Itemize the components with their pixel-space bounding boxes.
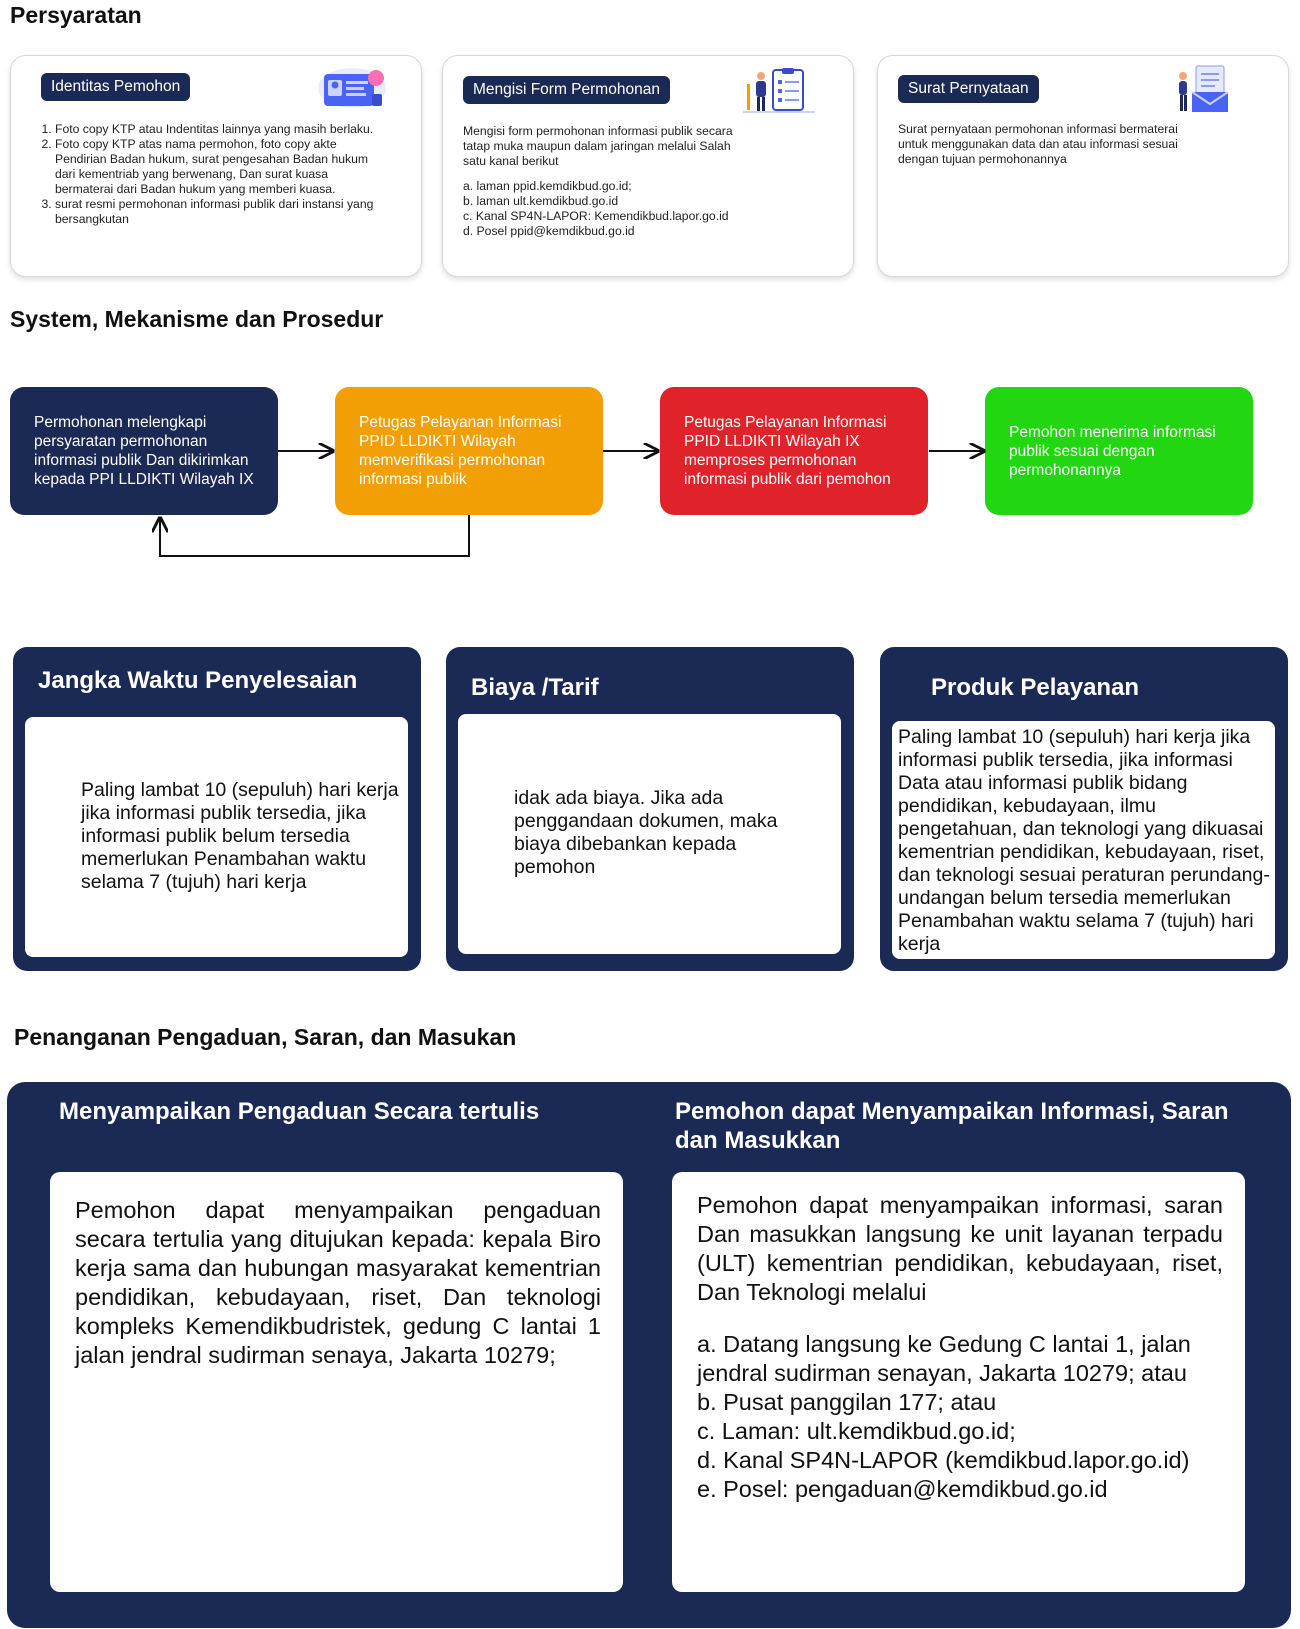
info-card-jangka-waktu — [13, 647, 421, 971]
list-item: 3. surat resmi permohonan informasi publik dari instansi yang bersangkutan — [55, 197, 385, 227]
info-card-title: Produk Pelayanan — [931, 674, 1140, 701]
pengaduan-left-text: Pemohon dapat menyampaikan pengaduan secara tertulia yang ditujukan kepada: kepala Biro kerja sama dan hubungan masyarakat kementrian pendidikan, kebudayaan, riset, Dan teknologi kompleks Kemendikbudristek, gedung C lantai 1 jalan jendral sudirman senaya, Jakarta 10279; — [75, 1197, 601, 1368]
info-card-title: Jangka Waktu Penyelesaian — [38, 667, 358, 694]
list-item: d. Posel ppid@kemdikbud.go.id — [463, 224, 635, 238]
pengaduan-left-title: Menyampaikan Pengaduan Secara tertulis — [59, 1098, 540, 1125]
section-title-persyaratan: Persyaratan — [10, 2, 142, 28]
info-card-title: Biaya /Tarif — [471, 674, 599, 701]
list-item: c. Kanal SP4N-LAPOR: Kemendikbud.lapor.go.id — [463, 209, 729, 223]
list-item: e. Posel: pengaduan@kemdikbud.go.id — [697, 1476, 1108, 1502]
pengaduan-panel — [7, 1082, 1291, 1628]
list-item: b. Pusat panggilan 177; atau — [697, 1389, 997, 1415]
requirement-card-identitas — [10, 55, 422, 277]
requirement-card-surat — [877, 55, 1289, 277]
flow-step-text: Pemohon menerima informasi publik sesuai dengan permohonannya — [1009, 423, 1216, 479]
requirement-badge: Mengisi Form Permohonan — [463, 76, 670, 104]
pengaduan-right-text — [697, 1191, 1223, 1504]
return-arrow-icon — [160, 515, 469, 556]
pengaduan-right-intro: Pemohon dapat menyampaikan informasi, saran Dan masukkan langsung ke unit layanan terpadu (ULT) kementrian pendidikan, kebudayaan, riset, Dan Teknologi melalui — [697, 1192, 1223, 1305]
info-card-text: Paling lambat 10 (sepuluh) hari kerja jika informasi publik tersedia, jika informasi Data atau informasi publik bidang pendidikan, kebudayaan, ilmu pengetahuan, dan teknologi yang dikuasai kementrian pendidikan, kebudayaan, riset, dan teknologi sesuai peraturan perundang-undangan belum tersedia memerlukan Penambahan waktu selama 7 (tujuh) hari kerja — [898, 726, 1270, 955]
flow-connectors — [0, 380, 1300, 580]
requirement-badge: Identitas Pemohon — [41, 73, 190, 101]
id-card-illustration — [316, 64, 388, 110]
form-intro-text: Mengisi form permohonan informasi publik secara tatap muka maupun dalam jaringan melalui Salah satu kanal berikut — [463, 124, 733, 168]
list-item: 1. Foto copy KTP atau Indentitas lainnya yang masih berlaku. — [55, 122, 385, 137]
info-card-text: idak ada biaya. Jika ada penggandaan dokumen, maka biaya dibebankan kepada pemohon — [514, 787, 778, 878]
requirement-badge: Surat Pernyataan — [898, 75, 1039, 103]
list-item: d. Kanal SP4N-LAPOR (kemdikbud.lapor.go.id) — [697, 1447, 1190, 1473]
list-item: a. Datang langsung ke Gedung C lantai 1, jalan jendral sudirman senayan, Jakarta 10279; atau — [697, 1331, 1191, 1386]
info-card-text: Paling lambat 10 (sepuluh) hari kerja jika informasi publik tersedia, jika informasi publik belum tersedia memerlukan Penambahan waktu selama 7 (tujuh) hari kerja — [81, 779, 399, 893]
list-item: a. laman ppid.kemdikbud.go.id; — [463, 179, 632, 193]
letter-document-illustration — [1174, 64, 1236, 114]
requirement-description — [463, 124, 753, 239]
pengaduan-right-title: Pemohon dapat Menyampaikan Informasi, Saran dan Masukkan — [675, 1098, 1229, 1154]
section-title-mekanisme: System, Mekanisme dan Prosedur — [10, 306, 384, 332]
requirement-list — [5, 122, 385, 227]
info-card-produk — [880, 647, 1288, 971]
list-item: b. laman ult.kemdikbud.go.id — [463, 194, 619, 208]
list-item: 2. Foto copy KTP atas nama permohon, foto copy akte Pendirian Badan hukum, surat pengesahan Badan hukum dari kementriab yang berwenang, Dan surat kuasa bermaterai dari Badan hukum yang memberi kuasa. — [55, 137, 385, 197]
section-title-pengaduan: Penanganan Pengaduan, Saran, dan Masukan — [14, 1024, 517, 1050]
flow-step-text: Petugas Pelayanan Informasi PPID LLDIKTI Wilayah memverifikasi permohonan informasi publik — [359, 414, 562, 488]
clipboard-form-illustration — [743, 68, 815, 114]
flow-step-text: Permohonan melengkapi persyaratan permohonan informasi publik Dan dikirimkan kepada PPI LLDIKTI Wilayah IX — [34, 414, 254, 488]
info-card-biaya — [446, 647, 854, 971]
requirement-card-form — [442, 55, 854, 277]
requirement-description: Surat pernyataan permohonan informasi bermaterai untuk menggunakan data dan atau informasi sesuai dengan tujuan permohonannya — [898, 122, 1178, 166]
list-item: c. Laman: ult.kemdikbud.go.id; — [697, 1418, 1016, 1444]
flow-step-text: Petugas Pelayanan Informasi PPID LLDIKTI Wilayah IX memproses permohonan informasi publik dari pemohon — [684, 414, 891, 488]
